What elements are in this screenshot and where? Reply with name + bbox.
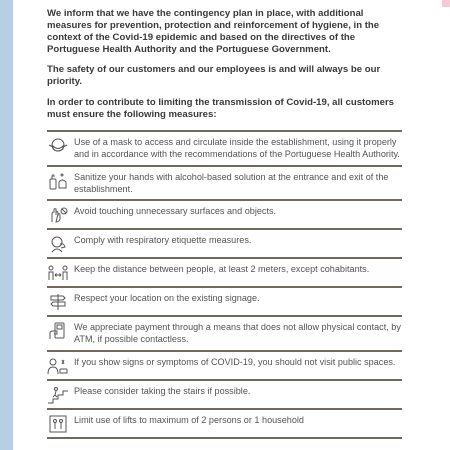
mask-icon (47, 137, 69, 155)
measure-text: Limit use of lifts to maximum of 2 persons or 1 household (74, 414, 304, 425)
signage-icon (47, 293, 69, 311)
measure-item-stairs (47, 381, 402, 410)
measure-text: Please consider taking the stairs if possible. (74, 385, 251, 396)
measure-item-sanitizer (47, 167, 402, 202)
intro-paragraph-safety: The safety of our customers and our employees is and will always be our priority. (47, 64, 381, 87)
measure-item-respiratory-etiquette (47, 230, 402, 259)
notice-content (47, 8, 402, 439)
measure-item-social-distance (47, 259, 402, 288)
sanitizer-icon (47, 172, 69, 190)
respiratory-etiquette-icon (47, 235, 69, 253)
contactless-payment-icon (47, 322, 69, 340)
left-accent-bar (0, 0, 13, 450)
measure-item-no-touch (47, 201, 402, 230)
measure-text: Keep the distance between people, at least 2 meters, except cohabitants. (74, 264, 370, 275)
intro-paragraph-measures: In order to contribute to limiting the transmission of Covid-19, all customers must ensure the following measures: (47, 97, 395, 120)
elevator-icon (47, 415, 69, 433)
measure-text: Avoid touching unnecessary surfaces and objects. (74, 206, 277, 217)
measure-text: Respect your location on the existing signage. (74, 293, 260, 304)
measure-item-mask (47, 130, 402, 167)
measure-item-contactless-payment (47, 317, 402, 352)
measure-text: We appreciate payment through a means that does not allow physical contact, by ATM, if possible contactless. (74, 322, 401, 345)
measure-text: Comply with respiratory etiquette measures. (74, 235, 252, 246)
measure-text: If you show signs or symptoms of COVID-19, you should not visit public spaces. (74, 356, 396, 367)
no-touch-icon (47, 206, 69, 224)
corner-accent-tab (442, 0, 450, 7)
stairs-icon (47, 386, 69, 404)
measure-item-elevator (47, 410, 402, 439)
measure-item-signage (47, 288, 402, 317)
social-distance-icon (47, 264, 69, 282)
measures-list (47, 130, 402, 439)
sick-person-icon (47, 357, 69, 375)
measure-text: Use of a mask to access and circulate inside the establishment, using it properly and in accordance with the recommendations of the Portuguese Health Authority. (74, 137, 400, 160)
intro-paragraph-contingency: We inform that we have the contingency plan in place, with additional measures for prevention, protection and reinforcement of hygiene, in the context of the Covid-19 epidemic and based on the directives of the Portuguese Health Authority and the Portuguese Government. (47, 8, 380, 55)
measure-item-symptoms (47, 352, 402, 381)
measure-text: Sanitize your hands with alcohol-based solution at the entrance and exit of the establishment. (74, 171, 389, 194)
